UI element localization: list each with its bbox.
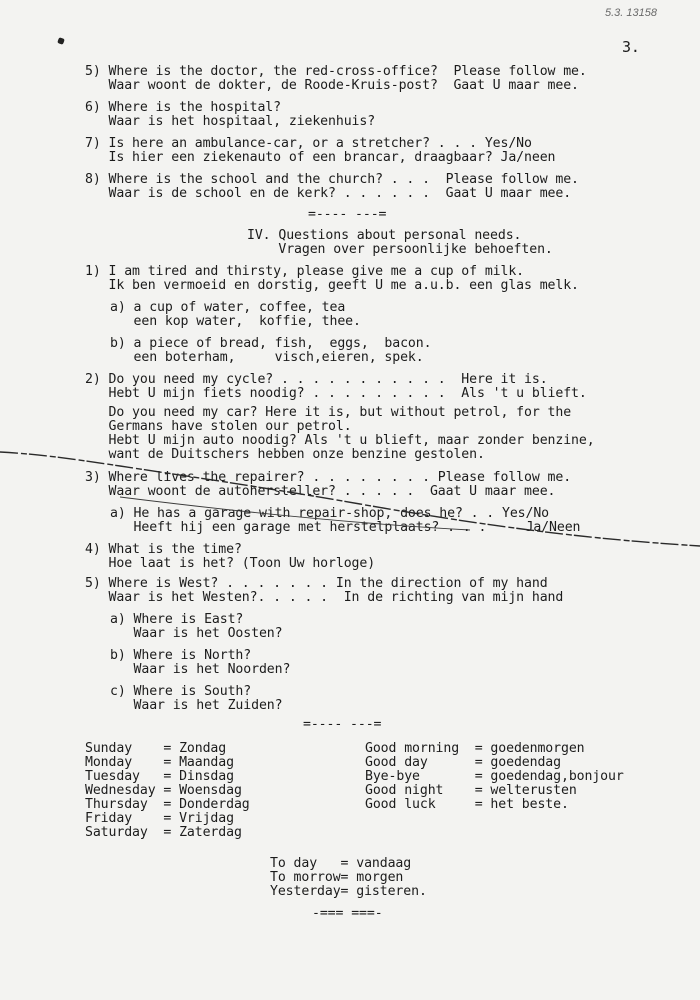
text-line: a) Where is East? — [110, 612, 244, 627]
text-line: c) Where is South? — [110, 684, 252, 699]
text-line: a) a cup of water, coffee, tea — [110, 300, 346, 315]
text-line: Hoe laat is het? (Toon Uw horloge) — [85, 556, 376, 571]
vocab-line: Sunday = Zondag — [85, 741, 227, 756]
text-line: 8) Where is the school and the church? . . . Please follow me. — [85, 172, 579, 187]
text-line: 1) I am tired and thirsty, please give me a cup of milk. — [85, 264, 525, 279]
text-line: Waar is het hospitaal, ziekenhuis? — [85, 114, 376, 129]
vocab-line: Bye-bye = goedendag,bonjour — [365, 769, 624, 784]
text-line: 5) Where is West? . . . . . . . In the direction of my hand — [85, 576, 548, 591]
text-line: b) a piece of bread, fish, eggs, bacon. — [110, 336, 432, 351]
vocab-line: Tuesday = Dinsdag — [85, 769, 234, 784]
vocab-line: Friday = Vrijdag — [85, 811, 234, 826]
text-line: a) He has a garage with repair-shop, does he? . . Yes/No — [110, 506, 550, 521]
closing-divider: -=== ===- — [312, 906, 383, 921]
text-line: Waar is het Westen?. . . . . In de richting van mijn hand — [85, 590, 564, 605]
text-line: Waar is het Zuiden? — [110, 698, 283, 713]
text-line: Hebt U mijn auto noodig? Als 't u blieft, maar zonder benzine, — [85, 433, 595, 448]
text-line: 7) Is here an ambulance-car, or a stretcher? . . . Yes/No — [85, 136, 532, 151]
text-line: 2) Do you need my cycle? . . . . . . . . . . . Here it is. — [85, 372, 548, 387]
text-line: 5) Where is the doctor, the red-cross-office? Please follow me. — [85, 64, 587, 79]
vocab-line: Good night = welterusten — [365, 783, 577, 798]
text-line: Do you need my car? Here it is, but without petrol, for the — [85, 405, 572, 420]
text-line: Germans have stolen our petrol. — [85, 419, 352, 434]
section-divider: =---- ---= — [303, 717, 382, 732]
text-line: Waar is het Oosten? — [110, 626, 283, 641]
section-divider: =---- ---= — [308, 207, 387, 222]
text-line: Ik ben vermoeid en dorstig, geeft U me a.u.b. een glas melk. — [85, 278, 579, 293]
vocab-line: Good luck = het beste. — [365, 797, 569, 812]
section-heading: IV. Questions about personal needs. — [247, 228, 522, 243]
vocab-line: To morrow= morgen — [270, 870, 404, 885]
text-line: Waar woont de dokter, de Roode-Kruis-post? Gaat U maar mee. — [85, 78, 579, 93]
text-line: Waar is de school en de kerk? . . . . . . Gaat U maar mee. — [85, 186, 572, 201]
vocab-line: Wednesday = Woensdag — [85, 783, 242, 798]
page-number: 3. — [622, 38, 640, 56]
vocab-line: Monday = Maandag — [85, 755, 234, 770]
vocab-line: Saturday = Zaterdag — [85, 825, 242, 840]
text-line: want de Duitschers hebben onze benzine gestolen. — [85, 447, 485, 462]
ink-mark — [57, 37, 65, 45]
text-line: Is hier een ziekenauto of een brancar, draagbaar? Ja/neen — [85, 150, 556, 165]
text-line: 4) What is the time? — [85, 542, 242, 557]
vocab-line: To day = vandaag — [270, 856, 412, 871]
text-line: Waar is het Noorden? — [110, 662, 291, 677]
text-line: Heeft hij een garage met herstelplaats? . . . Ja/Neen — [110, 520, 581, 535]
text-line: 6) Where is the hospital? — [85, 100, 281, 115]
text-line: Waar woont de autohersteller? . . . . . Gaat U maar mee. — [85, 484, 556, 499]
vocab-line: Good morning = goedenmorgen — [365, 741, 585, 756]
vocab-line: Thursday = Donderdag — [85, 797, 250, 812]
vocab-line: Yesterday= gisteren. — [270, 884, 427, 899]
text-line: een boterham, visch,eieren, spek. — [110, 350, 424, 365]
archive-reference: 5.3. 13158 — [605, 7, 657, 19]
text-line: b) Where is North? — [110, 648, 252, 663]
text-line: 3) Where lives the repairer? . . . . . . . . Please follow me. — [85, 470, 572, 485]
section-subheading: Vragen over persoonlijke behoeften. — [247, 242, 553, 257]
text-line: Hebt U mijn fiets noodig? . . . . . . . . . Als 't u blieft. — [85, 386, 587, 401]
vocab-line: Good day = goedendag — [365, 755, 561, 770]
text-line: een kop water, koffie, thee. — [110, 314, 361, 329]
